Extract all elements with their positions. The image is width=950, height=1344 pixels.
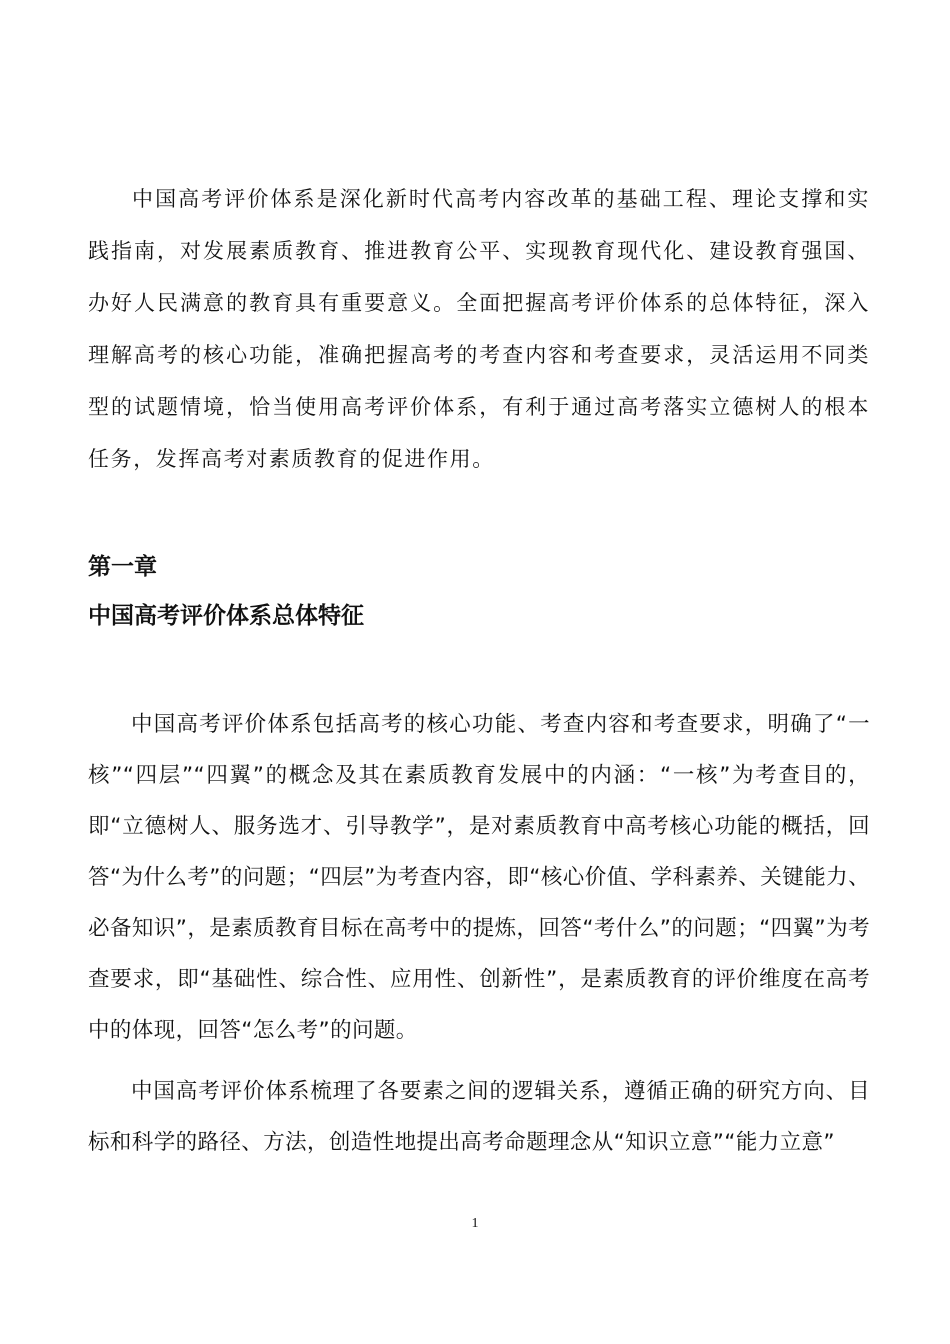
chapter-title: 中国高考评价体系总体特征 <box>88 603 364 629</box>
body-paragraph: 中国高考评价体系梳理了各要素之间的逻辑关系，遵循正确的研究方向、目标和科学的路径、方法，创造性地提出高考命题理念从“知识立意”“能力立意” <box>88 1079 870 1155</box>
intro-paragraph: 中国高考评价体系是深化新时代高考内容改革的基础工程、理论支撑和实践指南，对发展素质教育、推进教育公平、实现教育现代化、建设教育强国、办好人民满意的教育具有重要意义。全面把握高考评价体系的总体特征，深入理解高考的核心功能，准确把握高考的考查内容和考查要求，灵活运用不同类型的试题情境，恰当使用高考评价体系，有利于通过高考落实立德树人的根本任务，发挥高考对素质教育的促进作用。 <box>88 187 870 471</box>
body-paragraph: 中国高考评价体系包括高考的核心功能、考查内容和考查要求，明确了“一核”“四层”“四翼”的概念及其在素质教育发展中的内涵：“一核”为考查目的，即“立德树人、服务选才、引导教学”，是对素质教育中高考核心功能的概括，回答“为什么考”的问题；“四层”为考查内容，即“核心价值、学科素养、关键能力、必备知识”，是素质教育目标在高考中的提炼，回答“考什么”的问题；“四翼”为考查要求，即“基础性、综合性、应用性、创新性”，是素质教育的评价维度在高考中的体现，回答“怎么考”的问题。 <box>88 712 870 1043</box>
page-number: 1 <box>471 1216 479 1231</box>
chapter-label: 第一章 <box>88 554 157 580</box>
